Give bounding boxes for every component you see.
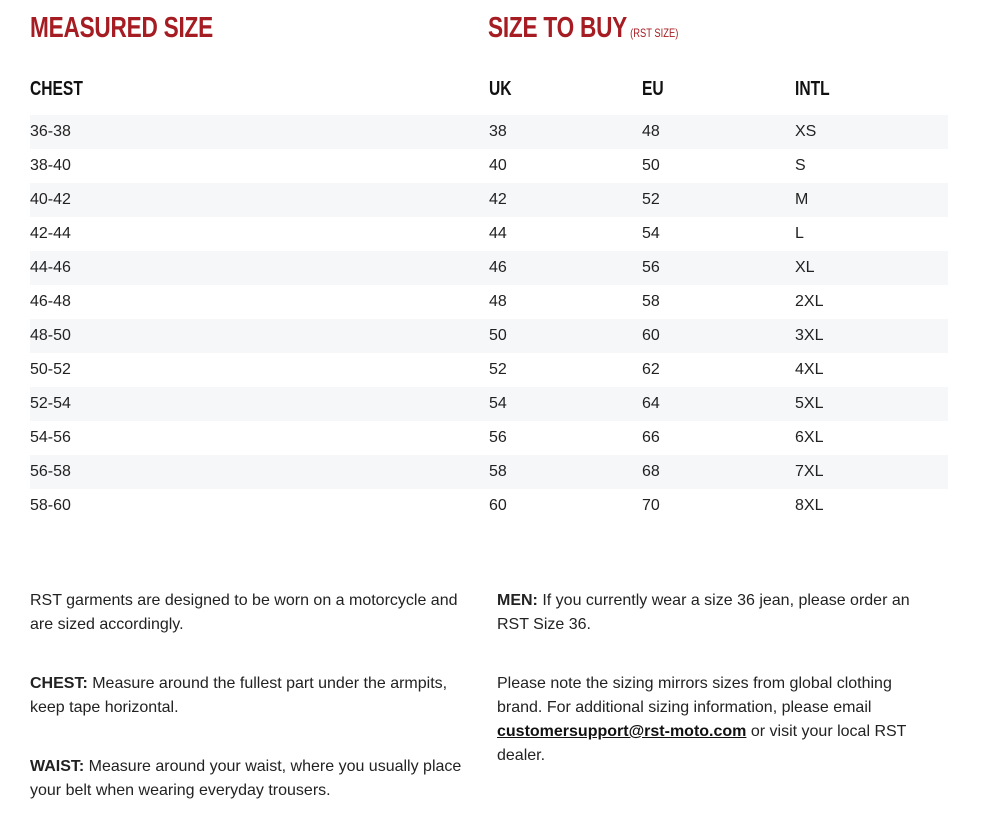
table-row	[30, 455, 948, 489]
waist-note	[30, 755, 480, 803]
eu-cell: 64	[642, 395, 660, 412]
table-row	[30, 421, 948, 455]
size-to-buy-heading	[488, 12, 678, 45]
chest-cell: 42-44	[30, 225, 71, 242]
global-sizing-note	[497, 672, 927, 768]
men-text: If you currently wear a size 36 jean, please order an RST Size 36.	[497, 592, 910, 633]
eu-cell: 68	[642, 463, 660, 480]
uk-cell: 58	[489, 463, 507, 480]
eu-cell: 70	[642, 497, 660, 514]
intl-cell: 4XL	[795, 361, 824, 378]
support-email-link[interactable]: customersupport@rst-moto.com	[497, 723, 747, 740]
measured-size-title: MEASURED SIZE	[30, 12, 213, 44]
table-row	[30, 115, 948, 149]
rst-size-note: (RST SIZE)	[630, 26, 679, 40]
table-row	[30, 489, 948, 523]
table-row	[30, 217, 948, 251]
chest-cell: 38-40	[30, 157, 71, 174]
chest-cell: 40-42	[30, 191, 71, 208]
uk-cell: 60	[489, 497, 507, 514]
global-text: Please note the sizing mirrors sizes from global clothing brand. For additional sizing information, please email	[497, 675, 892, 716]
column-header-uk: UK	[489, 78, 512, 100]
men-note	[497, 589, 937, 637]
uk-cell: 42	[489, 191, 507, 208]
waist-text: Measure around your waist, where you usually place your belt when wearing everyday trousers.	[30, 758, 462, 799]
intl-cell: 6XL	[795, 429, 824, 446]
chest-note	[30, 672, 480, 720]
intl-cell: XL	[795, 259, 815, 276]
eu-cell: 50	[642, 157, 660, 174]
measured-size-heading	[30, 12, 213, 45]
intl-cell: L	[795, 225, 804, 242]
chest-cell: 36-38	[30, 123, 71, 140]
uk-cell: 40	[489, 157, 507, 174]
chest-cell: 54-56	[30, 429, 71, 446]
table-row	[30, 149, 948, 183]
intl-cell: 2XL	[795, 293, 824, 310]
global-tail-text: or visit your local RST dealer.	[497, 723, 907, 764]
uk-cell: 52	[489, 361, 507, 378]
uk-cell: 56	[489, 429, 507, 446]
chest-cell: 50-52	[30, 361, 71, 378]
eu-cell: 56	[642, 259, 660, 276]
chest-cell: 56-58	[30, 463, 71, 480]
chest-cell: 48-50	[30, 327, 71, 344]
intl-cell: M	[795, 191, 809, 208]
uk-cell: 38	[489, 123, 507, 140]
chest-text: Measure around the fullest part under the armpits, keep tape horizontal.	[30, 675, 448, 716]
men-label: MEN:	[497, 592, 538, 609]
eu-cell: 62	[642, 361, 660, 378]
table-row	[30, 251, 948, 285]
table-row	[30, 285, 948, 319]
intl-cell: S	[795, 157, 806, 174]
intl-cell: XS	[795, 123, 817, 140]
uk-cell: 46	[489, 259, 507, 276]
uk-cell: 50	[489, 327, 507, 344]
chest-cell: 46-48	[30, 293, 71, 310]
intro-note	[30, 589, 480, 637]
eu-cell: 66	[642, 429, 660, 446]
intl-cell: 3XL	[795, 327, 824, 344]
table-row	[30, 387, 948, 421]
chest-cell: 52-54	[30, 395, 71, 412]
uk-cell: 44	[489, 225, 507, 242]
eu-cell: 52	[642, 191, 660, 208]
intro-text: RST garments are designed to be worn on a motorcycle and are sized accordingly.	[30, 592, 458, 633]
column-header-eu: EU	[642, 78, 664, 100]
chest-cell: 58-60	[30, 497, 71, 514]
intl-cell: 5XL	[795, 395, 824, 412]
eu-cell: 48	[642, 123, 660, 140]
eu-cell: 60	[642, 327, 660, 344]
eu-cell: 58	[642, 293, 660, 310]
column-header-chest: CHEST	[30, 78, 83, 100]
uk-cell: 48	[489, 293, 507, 310]
chest-cell: 44-46	[30, 259, 71, 276]
table-row	[30, 183, 948, 217]
intl-cell: 8XL	[795, 497, 824, 514]
intl-cell: 7XL	[795, 463, 824, 480]
chest-label: CHEST:	[30, 675, 88, 692]
table-row	[30, 353, 948, 387]
column-header-intl: INTL	[795, 78, 830, 100]
size-table	[30, 115, 948, 523]
waist-label: WAIST:	[30, 758, 85, 775]
size-to-buy-title: SIZE TO BUY	[488, 12, 628, 44]
table-row	[30, 319, 948, 353]
eu-cell: 54	[642, 225, 660, 242]
uk-cell: 54	[489, 395, 507, 412]
